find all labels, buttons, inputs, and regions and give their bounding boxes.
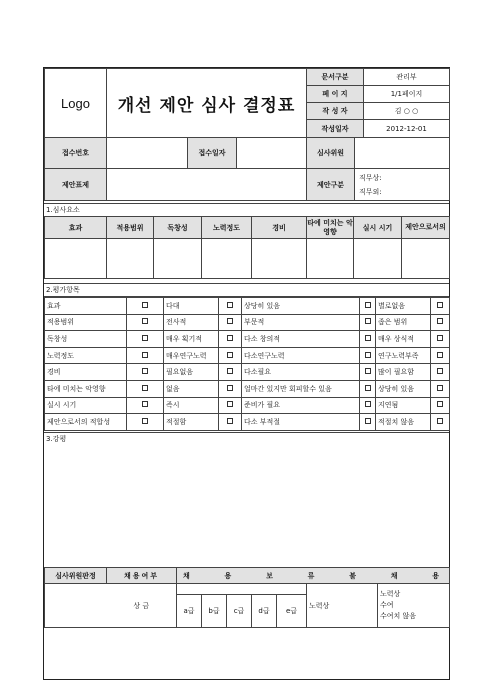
checkbox[interactable] — [219, 347, 242, 364]
adoption-options — [177, 568, 450, 584]
page-label: 페 이 지 — [307, 86, 364, 103]
checkbox[interactable] — [431, 314, 450, 331]
adopt-char-6: 채 — [390, 571, 398, 580]
checkbox-icon — [142, 335, 148, 341]
checkbox-icon — [227, 335, 233, 341]
award-option-2: 수여 — [380, 601, 394, 609]
checkbox-icon — [437, 368, 443, 374]
checkbox[interactable] — [431, 298, 450, 315]
checkbox[interactable] — [127, 364, 164, 381]
doc-type-label: 문서구분 — [307, 69, 364, 86]
checkbox[interactable] — [431, 380, 450, 397]
grade-d[interactable]: d급 — [252, 595, 277, 628]
score-scope[interactable] — [107, 239, 154, 279]
proposal-review-form — [43, 67, 450, 680]
checkbox-icon — [227, 385, 233, 391]
checkbox-icon — [365, 368, 371, 374]
form-title: 개선 제안 심사 결정표 — [107, 69, 307, 138]
award-options[interactable] — [378, 584, 450, 628]
date-label: 작성일자 — [307, 120, 364, 138]
checkbox-icon — [437, 318, 443, 324]
col-timing: 실시 시기 — [354, 217, 402, 239]
eval-option: 부문적 — [242, 314, 360, 331]
checkbox[interactable] — [127, 397, 164, 414]
checkbox[interactable] — [431, 414, 450, 431]
eval-item: 노력정도 — [45, 347, 127, 364]
checkbox-icon — [142, 385, 148, 391]
adopt-char-3: 보 — [266, 571, 273, 580]
checkbox[interactable] — [431, 397, 450, 414]
adoption-label: 채용여부 — [107, 568, 177, 584]
eval-option: 지연됨 — [376, 397, 431, 414]
info-table — [44, 137, 450, 201]
checkbox-icon — [437, 335, 443, 341]
eval-option: 상당히 있음 — [376, 380, 431, 397]
review-comments-area[interactable] — [44, 446, 449, 567]
checkbox-icon — [365, 352, 371, 358]
checkbox-icon — [142, 418, 148, 424]
checkbox-icon — [142, 302, 148, 308]
eval-item: 독창성 — [45, 331, 127, 348]
eval-option: 얼마간 있지만 회피할수 있음 — [242, 380, 360, 397]
eval-option: 적절치 않음 — [376, 414, 431, 431]
checkbox-icon — [142, 318, 148, 324]
eval-option: 매우연구노력 — [164, 347, 219, 364]
eval-option: 다소 부적절 — [242, 414, 360, 431]
checkbox[interactable] — [219, 298, 242, 315]
checkbox-icon — [142, 368, 148, 374]
author-label: 작 성 자 — [307, 103, 364, 120]
adopt-char-5: 불 — [349, 571, 356, 580]
reception-no-label: 접수번호 — [45, 138, 107, 169]
checkbox-icon — [142, 401, 148, 407]
checkbox[interactable] — [219, 364, 242, 381]
score-effort[interactable] — [202, 239, 252, 279]
checkbox[interactable] — [431, 331, 450, 348]
checkbox-icon — [227, 318, 233, 324]
checkbox[interactable] — [127, 331, 164, 348]
checkbox-icon — [142, 352, 148, 358]
reviewer-field[interactable] — [355, 138, 450, 169]
score-side-effect[interactable] — [307, 239, 354, 279]
effort-award-label: 노력상 — [307, 584, 378, 628]
col-effort: 노력정도 — [202, 217, 252, 239]
checkbox-icon — [365, 335, 371, 341]
eval-option: 전사적 — [164, 314, 219, 331]
logo: Logo — [45, 69, 107, 138]
checkbox-icon — [437, 401, 443, 407]
score-cost[interactable] — [252, 239, 307, 279]
decision-table — [44, 567, 450, 628]
checkbox-icon — [227, 302, 233, 308]
checkbox-icon — [227, 368, 233, 374]
checkbox[interactable] — [127, 314, 164, 331]
score-effect[interactable] — [45, 239, 107, 279]
eval-option: 다소 창의적 — [242, 331, 360, 348]
eval-option: 별로없음 — [376, 298, 431, 315]
checkbox[interactable] — [127, 380, 164, 397]
eval-option: 상당히 있음 — [242, 298, 360, 315]
reception-date-field[interactable] — [237, 138, 307, 169]
checkbox[interactable] — [127, 414, 164, 431]
checkbox[interactable] — [219, 380, 242, 397]
eval-option: 없음 — [164, 380, 219, 397]
adopt-char-4: 류 — [307, 571, 315, 580]
header-table — [44, 68, 450, 138]
proposal-type-label: 제안구분 — [307, 169, 355, 201]
evaluation-table — [44, 297, 450, 431]
award-option-1: 노력상 — [380, 590, 401, 598]
eval-option: 매우 상식적 — [376, 331, 431, 348]
eval-option: 많이 필요함 — [376, 364, 431, 381]
eval-option: 다대 — [164, 298, 219, 315]
score-originality[interactable] — [154, 239, 202, 279]
reception-no-field[interactable] — [107, 138, 188, 169]
eval-item: 타에 미치는 악영향 — [45, 380, 127, 397]
grade-e[interactable]: e급 — [277, 595, 307, 628]
page-value: 1/1페이지 — [364, 86, 450, 103]
grade-b[interactable]: b급 — [202, 595, 227, 628]
checkbox-icon — [227, 401, 233, 407]
decision-label: 심사위원판정 — [45, 568, 107, 584]
grade-c[interactable]: c급 — [227, 595, 252, 628]
adopt-char-7: 용 — [432, 571, 440, 580]
checkbox-icon — [227, 418, 233, 424]
col-cost: 경비 — [252, 217, 307, 239]
date-value: 2012-12-01 — [364, 120, 450, 138]
doc-type-value: 관리부 — [364, 69, 450, 86]
checkbox[interactable] — [360, 364, 376, 381]
award-label: 상 금 — [107, 584, 177, 628]
checkbox-icon — [365, 385, 371, 391]
eval-option: 적절함 — [164, 414, 219, 431]
checkbox-icon — [437, 385, 443, 391]
proposal-title-label: 제안표제 — [45, 169, 107, 201]
checkbox-icon — [437, 352, 443, 358]
checkbox-icon — [437, 418, 443, 424]
checkbox[interactable] — [360, 347, 376, 364]
checkbox[interactable] — [219, 414, 242, 431]
checkbox[interactable] — [219, 314, 242, 331]
reviewer-label: 심사위원 — [307, 138, 355, 169]
adopt-char-1: 채 — [183, 571, 190, 580]
eval-item: 실시 시기 — [45, 397, 127, 414]
checkbox[interactable] — [431, 364, 450, 381]
type-option-off-duty: 직무외: — [359, 187, 382, 196]
checkbox[interactable] — [431, 347, 450, 364]
checkbox[interactable] — [219, 397, 242, 414]
proposal-title-field[interactable] — [107, 169, 307, 201]
checkbox[interactable] — [219, 331, 242, 348]
checkbox-icon — [437, 302, 443, 308]
eval-option: 준비가 필요 — [242, 397, 360, 414]
decision-blank — [45, 584, 107, 628]
checkbox-icon — [227, 352, 233, 358]
grade-header — [177, 584, 307, 595]
col-effect: 효과 — [45, 217, 107, 239]
score-suitability[interactable] — [402, 239, 450, 279]
col-scope: 적용범위 — [107, 217, 154, 239]
checkbox-icon — [365, 418, 371, 424]
checkbox[interactable] — [360, 397, 376, 414]
checkbox[interactable] — [360, 414, 376, 431]
checkbox[interactable] — [360, 331, 376, 348]
score-timing[interactable] — [354, 239, 402, 279]
eval-option: 연구노력부족 — [376, 347, 431, 364]
adopt-char-2: 용 — [224, 571, 232, 580]
checkbox-icon — [365, 302, 371, 308]
author-value: 김 ○ ○ — [364, 103, 450, 120]
proposal-type-field[interactable] — [355, 169, 450, 201]
eval-item: 경비 — [45, 364, 127, 381]
eval-item: 효과 — [45, 298, 127, 315]
checkbox[interactable] — [127, 298, 164, 315]
eval-option: 즉시 — [164, 397, 219, 414]
col-suitability: 제안으로서의 — [402, 217, 450, 239]
eval-option: 다소연구노력 — [242, 347, 360, 364]
reception-date-label: 접수일자 — [188, 138, 237, 169]
checkbox[interactable] — [360, 380, 376, 397]
eval-option: 필요없음 — [164, 364, 219, 381]
eval-option: 매우 획기적 — [164, 331, 219, 348]
checkbox[interactable] — [360, 298, 376, 315]
checkbox[interactable] — [127, 347, 164, 364]
grade-a[interactable]: a급 — [177, 595, 202, 628]
checkbox[interactable] — [360, 314, 376, 331]
section1-title: 1.심사요소 — [44, 203, 449, 217]
eval-option: 다소필요 — [242, 364, 360, 381]
section2-title: 2.평가항목 — [44, 283, 449, 297]
col-originality: 독창성 — [154, 217, 202, 239]
type-option-on-duty: 직무상: — [359, 173, 382, 182]
checkbox-icon — [365, 318, 371, 324]
review-elements-table — [44, 216, 450, 279]
eval-item: 적용범위 — [45, 314, 127, 331]
eval-item: 제안으로서의 적합성 — [45, 414, 127, 431]
eval-option: 좁은 범위 — [376, 314, 431, 331]
checkbox-icon — [365, 401, 371, 407]
col-side-effect: 타에 미치는 악영향 — [307, 217, 354, 239]
award-option-3: 수여치 않음 — [380, 612, 417, 620]
section3-title: 3.강평 — [44, 432, 449, 446]
